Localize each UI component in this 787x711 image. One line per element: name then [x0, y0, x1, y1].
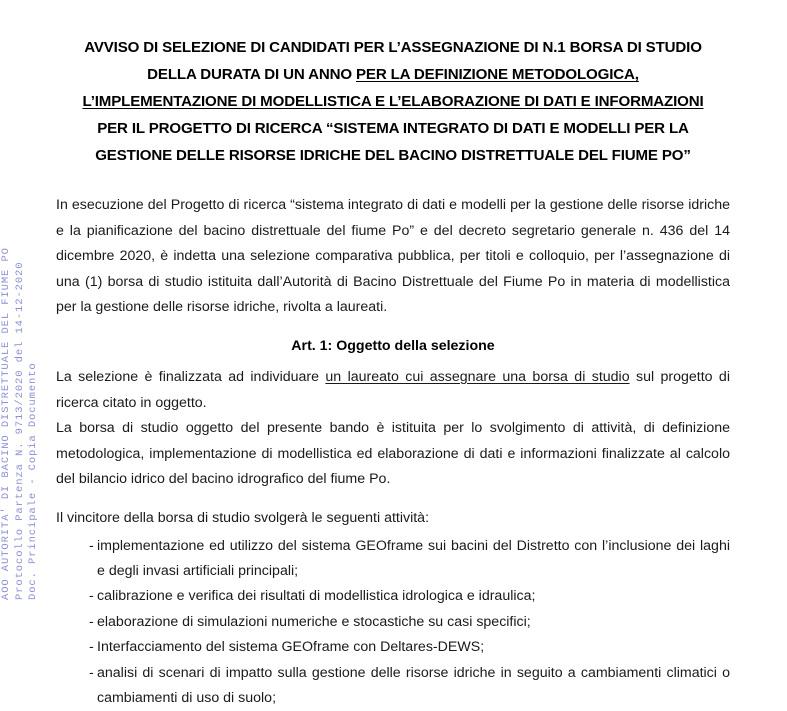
list-item — [56, 661, 730, 711]
title-line-2 — [56, 61, 730, 88]
list-item-text: Interfacciamento del sistema GEOframe con Deltares-DEWS; — [97, 639, 485, 656]
activities-list — [56, 534, 730, 711]
bullet-dash-icon: - — [89, 639, 94, 656]
spacer-after-title — [56, 171, 730, 193]
title-line-1: AVVISO DI SELEZIONE DI CANDIDATI PER L’ASSEGNAZIONE DI N.1 BORSA DI STUDIO — [84, 39, 702, 56]
list-item — [56, 635, 730, 660]
list-item-text: analisi di scenari di impatto sulla gestione delle risorse idriche in seguito a cambiamenti climatici o cambiamenti di uso di suolo; — [97, 664, 730, 706]
bullet-dash-icon: - — [89, 588, 94, 605]
bullet-dash-icon: - — [89, 664, 94, 681]
selection-text-underlined: un laureato cui assegnare una borsa di studio — [325, 368, 630, 385]
list-item-text: implementazione ed utilizzo del sistema GEOframe sui bacini del Distretto con l’inclusione dei laghi e degli invasi artificiali principali; — [97, 537, 730, 579]
document-title — [56, 34, 730, 169]
activities-intro: Il vincitore della borsa di studio svolgerà le seguenti attività: — [56, 509, 430, 526]
bullet-dash-icon: - — [89, 613, 94, 630]
article-1-heading: Art. 1: Oggetto della selezione — [291, 337, 495, 354]
title-line-3-underlined: L’IMPLEMENTAZIONE DI MODELLISTICA E L’ELABORAZIONE DI DATI E INFORMAZIONI — [82, 93, 704, 110]
selection-text-post: sul progetto di ricerca citato in oggetto. — [56, 368, 730, 411]
spacer-before-article — [56, 321, 730, 334]
title-line-3 — [56, 88, 730, 115]
intro-paragraph: In esecuzione del Progetto di ricerca “sistema integrato di dati e modelli per la gestione delle risorse idriche e la pianificazione del bacino distrettuale del fiume Po” e del decreto segretario generale n. 436 del 14 dicembre 2020, è indetta una selezione comparativa pubblica, per titoli e colloquio, per l’assegnazione di una (1) borsa di studio istituita dall’Autorità di Bacino Distrettuale del Fiume Po in materia di modellistica per la gestione delle risorse idriche, rivolta a laureati. — [56, 197, 730, 316]
list-item-text: calibrazione e verifica dei risultati di modellistica idrologica e idraulica; — [97, 588, 536, 605]
list-item — [56, 584, 730, 609]
title-line-2-plain: DELLA DURATA DI UN ANNO — [147, 66, 356, 83]
title-line-2-underlined: PER LA DEFINIZIONE METODOLOGICA, — [355, 66, 639, 83]
title-line-5: GESTIONE DELLE RISORSE IDRICHE DEL BACINO DISTRETTUALE DEL FIUME PO” — [95, 147, 691, 164]
list-item-text: elaborazione di simulazioni numeriche e stocastiche su casi specifici; — [97, 613, 531, 630]
list-item — [56, 610, 730, 635]
title-line-4: PER IL PROGETTO DI RICERCA “SISTEMA INTEGRATO DI DATI E MODELLI PER LA — [97, 120, 689, 137]
spacer-before-activities — [56, 493, 730, 506]
list-item — [56, 534, 730, 585]
selection-paragraph — [56, 365, 730, 416]
scholarship-paragraph: La borsa di studio oggetto del presente bando è istituita per lo svolgimento di attività, di definizione metodologica, implementazione di modellistica ed elaborazione di dati e informazioni finalizzate al calcolo del bilancio idrico del bacino idrografico del fiume Po. — [56, 420, 730, 488]
protocol-stamp-line-authority: AOO AUTORITA' DI BACINO DISTRETTUALE DEL FIUME PO — [0, 247, 12, 600]
protocol-stamp-line-document: Doc. Principale - Copia Documento — [27, 362, 39, 600]
selection-text-pre: La selezione è finalizzata ad individuare — [56, 368, 326, 385]
protocol-stamp-line-number: Protocollo Partenza N. 9713/2020 del 14-12-2020 — [13, 261, 26, 600]
bullet-dash-icon: - — [89, 537, 94, 554]
